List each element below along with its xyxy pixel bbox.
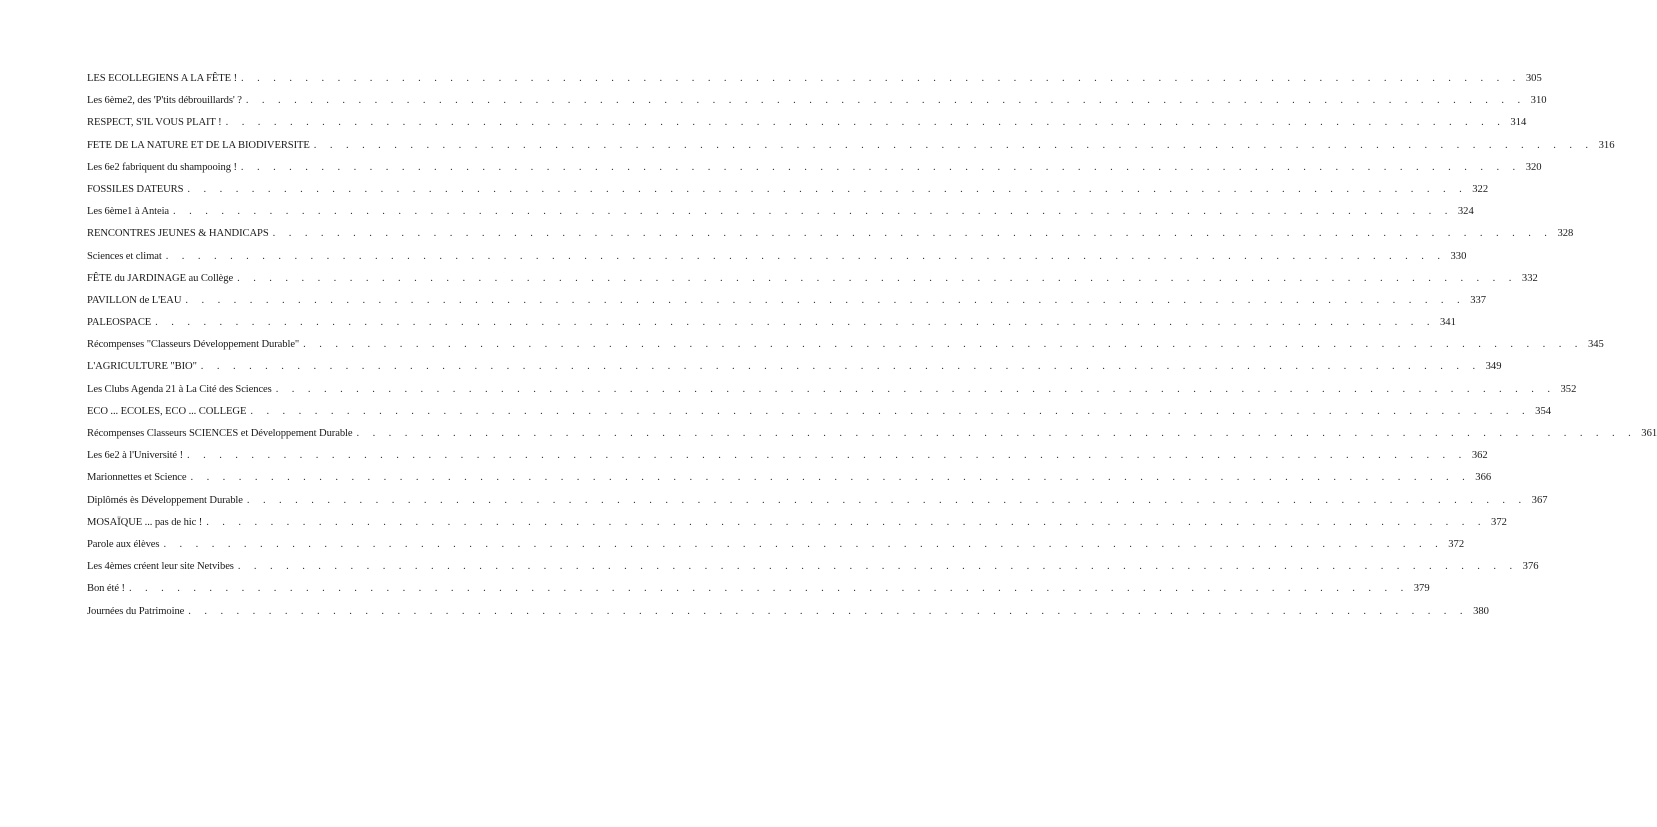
toc-entry-page-number: 322 [1472,183,1489,195]
toc-entry[interactable] [87,312,1456,334]
toc-entry[interactable] [87,490,1548,512]
toc-entry-title: Les 6ème2, des 'P'tits débrouillards' ? [87,95,242,107]
toc-entry-page-number: 354 [1535,405,1552,417]
dot-leader: . . . . . . . . . . . . . . . . . . . . . . . . . . . . . . . . . . . . . . . . . . . . . . . . . . . . . . . . . . . . . . . . . . . . . . . . . . . . . . . . [200,361,1481,373]
toc-entry[interactable] [87,246,1467,268]
dot-leader: . . . . . . . . . . . . . . . . . . . . . . . . . . . . . . . . . . . . . . . . . . . . . . . . . . . . . . . . . . . . . . . . . . . . . . . . . . . . . . . . [313,139,1594,151]
dot-leader: . . . . . . . . . . . . . . . . . . . . . . . . . . . . . . . . . . . . . . . . . . . . . . . . . . . . . . . . . . . . . . . . . . . . . . . . . . . . . . . . [206,516,1486,528]
dot-leader: . . . . . . . . . . . . . . . . . . . . . . . . . . . . . . . . . . . . . . . . . . . . . . . . . . . . . . . . . . . . . . . . . . . . . . . . . . . . . . . . [250,405,1531,417]
toc-entry-title: Bon été ! [87,583,125,595]
toc-entry-page-number: 305 [1525,73,1542,84]
toc-entry[interactable] [87,423,1657,445]
toc-entry[interactable] [87,268,1538,290]
toc-entry-title: FETE DE LA NATURE ET DE LA BIODIVERSITE [87,139,310,151]
toc-entry-page-number: 330 [1450,250,1467,262]
toc-entry-title: Les 6e2 à l'Université ! [87,450,183,462]
toc-entry[interactable] [87,512,1507,534]
toc-entry[interactable] [87,445,1488,467]
toc-entry[interactable] [87,157,1542,179]
toc-entry-title: Diplômés ès Développement Durable [87,494,243,506]
dot-leader: . . . . . . . . . . . . . . . . . . . . . . . . . . . . . . . . . . . . . . . . . . . . . . . . . . . . . . . . . . . . . . . . . . . . . . . . . . . . . . . . [155,317,1435,329]
dot-leader: . . . . . . . . . . . . . . . . . . . . . . . . . . . . . . . . . . . . . . . . . . . . . . . . . . . . . . . . . . . . . . . . . . . . . . . . . . . . . . . . [173,206,1453,218]
toc-entry-page-number: 379 [1413,583,1430,595]
toc-entry-page-number: 372 [1448,538,1465,550]
toc-entry-title: RESPECT, S'IL VOUS PLAIT ! [87,117,222,129]
toc-entry-title: Les Clubs Agenda 21 à La Cité des Sciences [87,383,272,395]
toc-entry-title: LES ECOLLEGIENS A LA FÊTE ! [87,73,238,84]
toc-entry[interactable] [87,290,1487,312]
toc-entry-page-number: 324 [1457,206,1474,218]
toc-entry-title: Récompenses Classeurs SCIENCES et Développement Durable [87,428,353,439]
toc-entry-title: Récompenses "Classeurs Développement Durable" [87,339,300,351]
toc-entry[interactable] [87,578,1430,600]
toc-entry[interactable] [87,379,1577,401]
toc-entry-title: Les 4èmes créent leur site Netvibes [87,561,234,573]
dot-leader: . . . . . . . . . . . . . . . . . . . . . . . . . . . . . . . . . . . . . . . . . . . . . . . . . . . . . . . . . . . . . . . . . . . . . . . . . . . . . . . . [187,183,1468,195]
dot-leader: . . . . . . . . . . . . . . . . . . . . . . . . . . . . . . . . . . . . . . . . . . . . . . . . . . . . . . . . . . . . . . . . . . . . . . . . . . . . . . . . [237,272,1517,284]
dot-leader: . . . . . . . . . . . . . . . . . . . . . . . . . . . . . . . . . . . . . . . . . . . . . . . . . . . . . . . . . . . . . . . . . . . . . . . . . . . . . . . . [225,117,1506,129]
toc-entry-title: PALEOSPACE [87,317,152,329]
dot-leader: . . . . . . . . . . . . . . . . . . . . . . . . . . . . . . . . . . . . . . . . . . . . . . . . . . . . . . . . . . . . . . . . . . . . . . . . . . . . . . . . [165,250,1446,262]
toc-entry-title: RENCONTRES JEUNES & HANDICAPS [87,228,269,240]
toc-entry[interactable] [87,556,1539,578]
toc-entry-title: Sciences et climat [87,250,162,262]
toc-entry[interactable] [87,467,1492,489]
toc-entry[interactable] [87,112,1527,134]
dot-leader: . . . . . . . . . . . . . . . . . . . . . . . . . . . . . . . . . . . . . . . . . . . . . . . . . . . . . . . . . . . . . . . . . . . . . . . . . . . . . . . . [188,605,1468,617]
toc-entry-page-number: 349 [1485,361,1502,373]
toc-entry-title: Journées du Patrimoine [87,605,185,617]
dot-leader: . . . . . . . . . . . . . . . . . . . . . . . . . . . . . . . . . . . . . . . . . . . . . . . . . . . . . . . . . . . . . . . . . . . . . . . . . . . . . . . . [245,95,1526,107]
dot-leader: . . . . . . . . . . . . . . . . . . . . . . . . . . . . . . . . . . . . . . . . . . . . . . . . . . . . . . . . . . . . . . . . . . . . . . . . . . . . . . . . [237,561,1518,573]
dot-leader: . . . . . . . . . . . . . . . . . . . . . . . . . . . . . . . . . . . . . . . . . . . . . . . . . . . . . . . . . . . . . . . . . . . . . . . . . . . . . . . . [185,294,1466,306]
toc-entry-page-number: 380 [1473,605,1489,617]
dot-leader: . . . . . . . . . . . . . . . . . . . . . . . . . . . . . . . . . . . . . . . . . . . . . . . . . . . . . . . . . . . . . . . . . . . . . . . . . . . . . . . . [128,583,1409,595]
toc-entry-page-number: 352 [1560,383,1577,395]
dot-leader: . . . . . . . . . . . . . . . . . . . . . . . . . . . . . . . . . . . . . . . . . . . . . . . . . . . . . . . . . . . . . . . . . . . . . . . . . . . . . . . . [272,228,1553,240]
toc-entry-page-number: 362 [1471,450,1488,462]
toc-entry-page-number: 341 [1439,317,1456,329]
toc-entry-title: Les 6e2 fabriquent du shampooing ! [87,161,237,173]
toc-entry-title: Les 6ème1 à Anteia [87,206,170,218]
toc-entry[interactable] [87,135,1615,157]
toc-entry-title: ECO ... ECOLES, ECO ... COLLEGE [87,405,247,417]
toc-entry-title: L'AGRICULTURE "BIO" [87,361,197,373]
dot-leader: . . . . . . . . . . . . . . . . . . . . . . . . . . . . . . . . . . . . . . . . . . . . . . . . . . . . . . . . . . . . . . . . . . . . . . . . . . . . . . . . [275,383,1556,395]
toc-entry[interactable] [87,356,1502,378]
dot-leader: . . . . . . . . . . . . . . . . . . . . . . . . . . . . . . . . . . . . . . . . . . . . . . . . . . . . . . . . . . . . . . . . . . . . . . . . . . . . . . . . [240,161,1521,173]
table-of-contents [87,68,1657,623]
toc-entry-page-number: 345 [1587,339,1604,351]
toc-entry[interactable] [87,334,1604,356]
dot-leader: . . . . . . . . . . . . . . . . . . . . . . . . . . . . . . . . . . . . . . . . . . . . . . . . . . . . . . . . . . . . . . . . . . . . . . . . . . . . . . . . [187,450,1467,462]
toc-entry[interactable] [87,201,1474,223]
toc-entry-title: FOSSILES DATEURS [87,183,184,195]
toc-entry[interactable] [87,223,1574,245]
dot-leader: . . . . . . . . . . . . . . . . . . . . . . . . . . . . . . . . . . . . . . . . . . . . . . . . . . . . . . . . . . . . . . . . . . . . . . . . . . . . . . . . [241,73,1521,84]
toc-entry[interactable] [87,68,1542,90]
toc-entry[interactable] [87,601,1489,623]
toc-entry-page-number: 328 [1557,228,1574,240]
toc-entry-title: FÊTE du JARDINAGE au Collège [87,272,234,284]
dot-leader: . . . . . . . . . . . . . . . . . . . . . . . . . . . . . . . . . . . . . . . . . . . . . . . . . . . . . . . . . . . . . . . . . . . . . . . . . . . . . . . . [163,538,1444,550]
toc-entry-page-number: 372 [1491,516,1507,528]
toc-entry[interactable] [87,534,1465,556]
toc-entry-page-number: 316 [1598,139,1615,151]
toc-entry-page-number: 361 [1641,428,1657,439]
toc-entry-page-number: 314 [1510,117,1527,129]
toc-entry[interactable] [87,401,1552,423]
dot-leader: . . . . . . . . . . . . . . . . . . . . . . . . . . . . . . . . . . . . . . . . . . . . . . . . . . . . . . . . . . . . . . . . . . . . . . . . . . . . . . . . [356,428,1637,439]
toc-entry-page-number: 366 [1475,472,1492,484]
toc-entry-title: Marionnettes et Science [87,472,187,484]
dot-leader: . . . . . . . . . . . . . . . . . . . . . . . . . . . . . . . . . . . . . . . . . . . . . . . . . . . . . . . . . . . . . . . . . . . . . . . . . . . . . . . . [246,494,1527,506]
toc-entry-title: PAVILLON de L'EAU [87,294,182,306]
toc-entry-title: Parole aux élèves [87,538,160,550]
dot-leader: . . . . . . . . . . . . . . . . . . . . . . . . . . . . . . . . . . . . . . . . . . . . . . . . . . . . . . . . . . . . . . . . . . . . . . . . . . . . . . . . [303,339,1583,351]
toc-entry-page-number: 367 [1531,494,1548,506]
toc-entry-page-number: 337 [1470,294,1487,306]
dot-leader: . . . . . . . . . . . . . . . . . . . . . . . . . . . . . . . . . . . . . . . . . . . . . . . . . . . . . . . . . . . . . . . . . . . . . . . . . . . . . . . . [190,472,1471,484]
toc-entry[interactable] [87,90,1547,112]
toc-entry[interactable] [87,179,1489,201]
toc-entry-page-number: 320 [1525,161,1542,173]
toc-entry-page-number: 310 [1530,95,1547,107]
toc-entry-page-number: 332 [1521,272,1538,284]
toc-entry-title: MOSAÏQUE ... pas de hic ! [87,516,203,528]
toc-entry-page-number: 376 [1522,561,1539,573]
